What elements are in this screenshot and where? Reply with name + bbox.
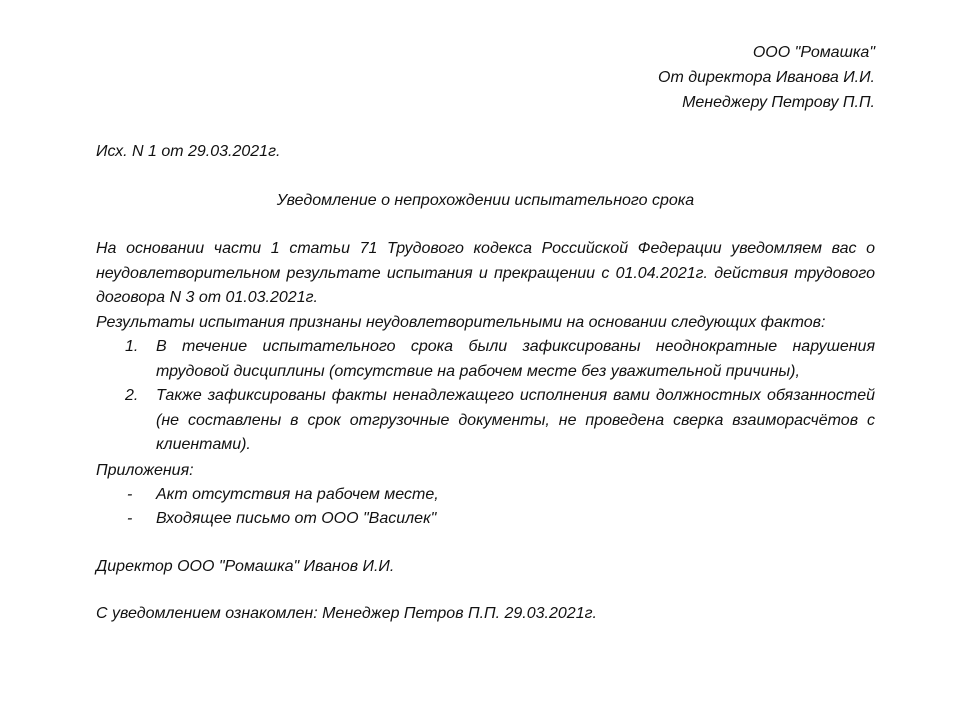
attachments-label: Приложения: <box>96 461 194 479</box>
list-item-text: В течение испытательного срока были зафиксированы неоднократные нарушения трудовой дисциплины (отсутствие на рабочем месте без уважительной причины), <box>156 338 875 380</box>
list-marker: - <box>127 510 133 527</box>
results-paragraph: Результаты испытания признаны неудовлетворительными на основании следующих фактов: <box>96 313 826 331</box>
list-item-text: Входящее письмо от ООО "Василек" <box>156 510 437 527</box>
acknowledgement-line: С уведомлением ознакомлен: Менеджер Петров П.П. 29.03.2021г. <box>96 604 597 622</box>
attachments-list <box>96 483 875 532</box>
list-item <box>96 483 875 508</box>
company-name: ООО "Ромашка" <box>752 44 875 61</box>
outgoing-reference: Исх. N 1 от 29.03.2021г. <box>96 143 281 160</box>
sender-line: От директора Иванова И.И. <box>658 69 875 86</box>
list-item-text: Также зафиксированы факты ненадлежащего исполнения вами должностных обязанностей (не составлены в срок отгрузочные документы, не проведена сверка взаиморасчётов с клиентами). <box>156 387 875 453</box>
recipient-line: Менеджеру Петрову П.П. <box>682 94 875 111</box>
document-title: Уведомление о непрохождении испытательного срока <box>276 192 695 209</box>
facts-list <box>96 335 875 458</box>
list-item-text: Акт отсутствия на рабочем месте, <box>156 485 439 503</box>
list-item <box>96 507 875 532</box>
addressee-block <box>96 40 875 115</box>
list-marker: - <box>127 485 133 503</box>
signature-line: Директор ООО "Ромашка" Иванов И.И. <box>96 557 395 575</box>
list-item <box>96 384 875 458</box>
notice-paragraph: На основании части 1 статьи 71 Трудового кодекса Российской Федерации уведомляем вас о неудовлетворительном результате испытания и прекращении с 01.04.2021г. действия трудового договора N 3 от 01.03.2021г. <box>96 240 875 306</box>
list-item <box>96 335 875 384</box>
list-marker: 2. <box>125 387 139 404</box>
list-marker: 1. <box>125 338 139 355</box>
